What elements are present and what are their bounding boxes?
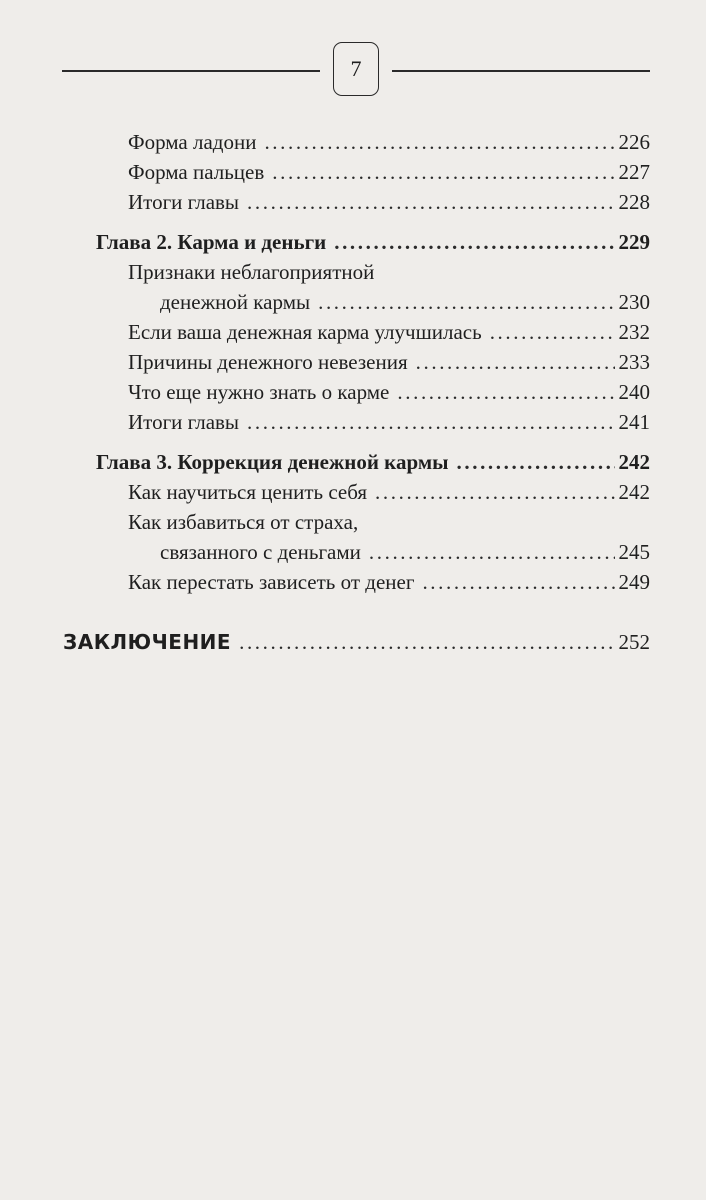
toc-chapter-entry[interactable]	[96, 450, 650, 475]
toc-entry-title: Как перестать зависеть от денег	[128, 570, 415, 594]
toc-entry-title-line1[interactable]: Как избавиться от страха,	[128, 510, 359, 534]
toc-leader-dots	[318, 290, 614, 315]
toc-leader-dots	[490, 320, 615, 345]
toc-entry-title: денежной кармы	[160, 290, 311, 314]
toc-entry-page: 229	[618, 230, 650, 254]
toc-leader-dots	[264, 130, 614, 155]
toc-entry[interactable]	[128, 190, 650, 215]
toc-chapter-entry[interactable]	[96, 230, 650, 255]
toc-entry-title: связанного с деньгами	[160, 540, 361, 564]
toc-entry[interactable]	[128, 130, 650, 155]
toc-entry-title: Форма ладони	[128, 130, 257, 154]
toc-leader-dots	[397, 380, 614, 405]
toc-entry-page: 242	[618, 450, 650, 474]
toc-entry-title: Форма пальцев	[128, 160, 265, 184]
toc-conclusion-entry[interactable]	[63, 630, 650, 655]
toc-entry-page: 227	[618, 160, 650, 184]
toc-entry[interactable]	[128, 480, 650, 505]
toc-entry-title-line1[interactable]: Признаки неблагоприятной	[128, 260, 375, 284]
toc-entry[interactable]	[128, 410, 650, 435]
page-header	[62, 42, 650, 98]
toc-entry-title: Итоги главы	[128, 190, 240, 214]
toc-entry-page: 245	[618, 540, 650, 564]
toc-entry-page: 226	[618, 130, 650, 154]
toc-entry-title: Причины денежного невезения	[128, 350, 408, 374]
toc-entry-page: 232	[618, 320, 650, 344]
toc-entry-page: 230	[618, 290, 650, 314]
toc-entry[interactable]	[128, 570, 650, 595]
toc-chapter-title: Глава 2. Карма и деньги	[96, 230, 327, 254]
toc-chapter-title: Глава 3. Коррекция денежной кармы	[96, 450, 449, 474]
toc-entry-title: Что еще нужно знать о карме	[128, 380, 390, 404]
toc-leader-dots	[239, 630, 614, 655]
toc-entry-title: Если ваша денежная карма улучшилась	[128, 320, 482, 344]
toc-leader-dots	[369, 540, 615, 565]
toc-leader-dots	[416, 350, 615, 375]
header-rule-left	[62, 70, 320, 72]
toc-conclusion-title: ЗАКЛЮЧЕНИЕ	[63, 630, 232, 654]
toc-entry-title: Итоги главы	[128, 410, 240, 434]
toc-entry[interactable]	[160, 290, 650, 315]
toc-entry[interactable]	[160, 540, 650, 565]
toc-entry[interactable]	[128, 350, 650, 375]
toc-entry-title: Как научиться ценить себя	[128, 480, 368, 504]
page-number: 7	[333, 42, 379, 96]
toc-entry-page: 242	[618, 480, 650, 504]
toc-entry-page: 249	[618, 570, 650, 594]
toc-entry[interactable]	[128, 160, 650, 185]
toc-leader-dots	[422, 570, 614, 595]
toc-leader-dots	[375, 480, 614, 505]
toc-leader-dots	[457, 450, 615, 475]
toc-entry-page: 240	[618, 380, 650, 404]
toc-entry-page: 252	[618, 630, 650, 654]
toc-entry-page: 228	[618, 190, 650, 214]
toc-leader-dots	[334, 230, 614, 255]
toc-entry[interactable]	[128, 380, 650, 405]
toc-entry[interactable]	[128, 320, 650, 345]
toc-leader-dots	[247, 410, 614, 435]
toc-leader-dots	[272, 160, 614, 185]
toc-leader-dots	[247, 190, 614, 215]
toc-entry-page: 241	[618, 410, 650, 434]
toc-entry-page: 233	[618, 350, 650, 374]
header-rule-right	[392, 70, 650, 72]
